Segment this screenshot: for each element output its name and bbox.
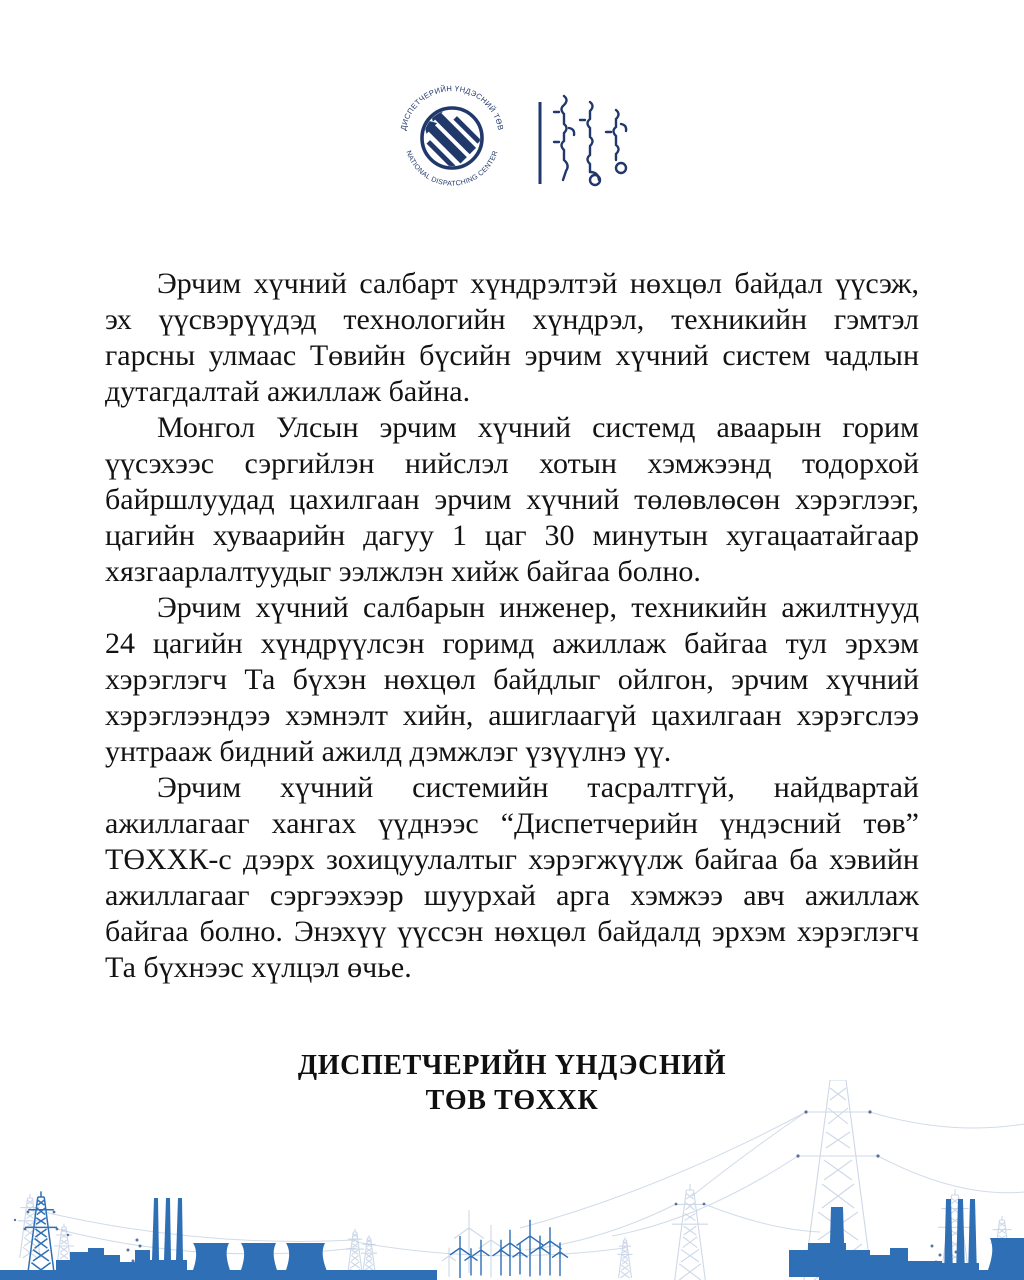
paragraph-2: Монгол Улсын эрчим хүчний системд аваарын горим үүсэхээс сэргийлэн нийслэл хотын хэмжээнд тодорхой байршлуудад цахилгаан эрчим хүчний төлөвлөсөн хэрэглээг, цагийн хуваарийн дагуу 1 цаг 30 минутын хугацаатайгаар хязгаарлалтуудыг ээлжлэн хийж байгаа болно. (105, 411, 919, 588)
document-body (0, 204, 1024, 1118)
logo-block (0, 0, 1024, 204)
logo-ring-bottom-text: NATIONAL DISPATCHING CENTER (404, 149, 500, 188)
emblem-icon (399, 84, 506, 188)
power-lines-icon (44, 1112, 1024, 1256)
paragraph-3: Эрчим хүчний салбарын инженер, техникийн ажилтнууд 24 цагийн хүндрүүлсэн горимд ажиллаж байгаа тул эрхэм хэрэглэгч Та бүхэн нөхцөл байдлыг ойлгон, эрчим хүчний хэрэглээндээ хэмнэлт хийн, ашиглаагүй цахилгаан хэрэгслээ унтрааж бидний ажилд дэмжлэг үзүүлнэ үү. (105, 591, 919, 768)
right-power-plant-icon (789, 1199, 1024, 1280)
footer-illustration (0, 1080, 1024, 1280)
paragraph-1: Эрчим хүчний салбарт хүндрэлтэй нөхцөл байдал үүсэж, эх үүсвэрүүдэд технологийн хүндрэл, техникийн гэмтэл гарсны улмаас Төвийн бүсийн эрчим хүчний систем чадлын дутагдалтай ажиллаж байна. (105, 267, 919, 408)
ndc-logo-icon (392, 84, 632, 204)
logo-ring-top-text: ДИСПЕТЧЕРИЙН ҮНДЭСНИЙ ТӨВ (398, 84, 506, 132)
mongolian-script-icon (554, 96, 626, 185)
signature-line-2: ТӨВ ТӨХХК (425, 1085, 599, 1116)
signature-line-1: ДИСПЕТЧЕРИЙН ҮНДЭСНИЙ (297, 1050, 727, 1081)
left-pylon-icon (25, 1191, 57, 1277)
paragraph-4: Эрчим хүчний системийн тасралтгүй, найдвартай ажиллагааг хангах үүднээс “Диспетчерийн үндэсний төв” ТӨХХК-с дээрх зохицуулалтыг хэрэгжүүлж байгаа ба хэвийн ажиллагааг сэргээхээр шуурхай арга хэмжээ авч ажиллаж байгаа болно. Энэхүү үүссэн нөхцөл байдалд эрхэм хэрэглэгч Та бүхнээс хүлцэл өчье. (105, 771, 919, 984)
